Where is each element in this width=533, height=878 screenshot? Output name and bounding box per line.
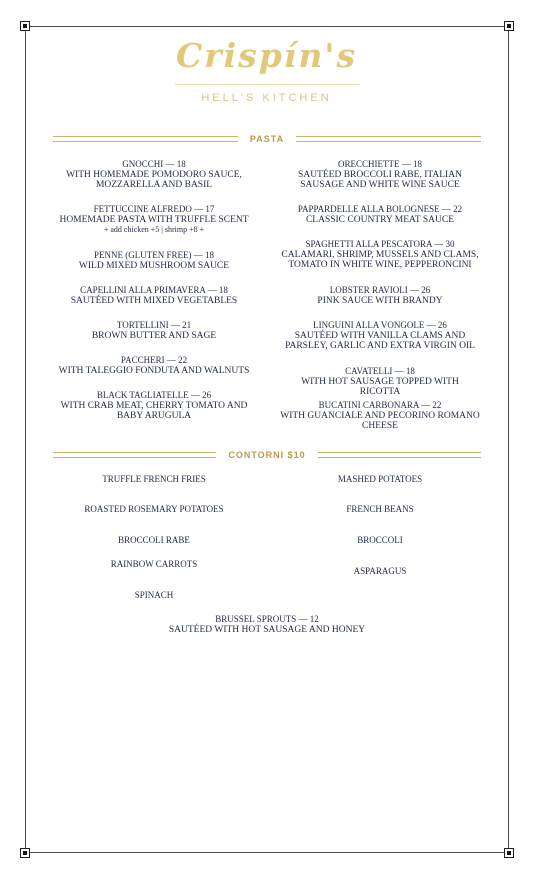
section-rule [53, 136, 238, 142]
section-rule [318, 452, 481, 458]
menu-item [280, 239, 480, 271]
menu-item [55, 320, 253, 341]
item-name: BRUSSEL SPROUTS — 12 [215, 614, 319, 624]
item-name: CAPELLINI ALLA PRIMAVERA — 18 [80, 285, 228, 295]
menu-item [55, 250, 253, 271]
menu-item [280, 400, 480, 432]
item-description: WITH HOT SAUSAGE TOPPED WITH RICOTTA [301, 376, 459, 397]
menu-item [55, 355, 253, 376]
item-description: WITH TALEGGIO FONDUTA AND WALNUTS [58, 365, 250, 376]
section-rule [296, 136, 481, 142]
item-description: BROWN BUTTER AND SAGE [91, 330, 217, 341]
corner-marker [20, 21, 30, 31]
item-name: GNOCCHI — 18 [122, 159, 186, 169]
restaurant-tagline: HELL'S KITCHEN [201, 92, 332, 104]
section-rule [53, 452, 216, 458]
item-description: CALAMARI, SHRIMP, MUSSELS AND CLAMS, TOMATO IN WHITE WINE, PEPPERONCINI [281, 249, 479, 270]
item-description: WITH GUANCIALE AND PECORINO ROMANO CHEESE [280, 410, 480, 431]
item-description: SAUTÉED WITH MIXED VEGETABLES [70, 295, 238, 306]
side-item: FRENCH BEANS [346, 504, 414, 514]
corner-marker [504, 21, 514, 31]
item-name: PAPPARDELLE ALLA BOLOGNESE — 22 [297, 204, 463, 214]
item-name: SPAGHETTI ALLA PESCATORA — 30 [305, 239, 455, 249]
side-item: BROCCOLI [357, 535, 403, 545]
side-item: ROASTED ROSEMARY POTATOES [84, 504, 224, 514]
menu-item [55, 159, 253, 191]
item-name: LINGUINI ALLA VONGOLE — 26 [313, 320, 447, 330]
corner-marker [20, 848, 30, 858]
side-item: SPINACH [134, 590, 174, 600]
menu-item [55, 390, 253, 422]
item-name: TORTELLINI — 21 [116, 320, 192, 330]
pasta-section-header [53, 134, 481, 144]
menu-item [280, 159, 480, 191]
side-item: ASPARAGUS [353, 566, 407, 576]
item-name: CAVATELLI — 18 [345, 366, 415, 376]
item-description: CLASSIC COUNTRY MEAT SAUCE [305, 214, 455, 225]
side-item: MASHED POTATOES [337, 474, 423, 484]
item-description: PINK SAUCE WITH BRANDY [317, 295, 443, 306]
menu-item [280, 366, 480, 398]
menu-border [25, 26, 509, 853]
menu-item-special [120, 614, 414, 635]
side-item: TRUFFLE FRENCH FRIES [102, 474, 206, 484]
item-description: SAUTÉED WITH HOT SAUSAGE AND HONEY [168, 624, 366, 635]
item-name: BUCATINI CARBONARA — 22 [318, 400, 442, 410]
menu-item [55, 204, 253, 236]
item-name: PENNE (GLUTEN FREE) — 18 [94, 250, 214, 260]
item-name: PACCHERI — 22 [120, 355, 188, 365]
item-addon-note: + add chicken +5 | shrimp +8 + [103, 225, 205, 234]
corner-marker [504, 848, 514, 858]
item-description: SAUTÉED BROCCOLI RABE, ITALIAN SAUSAGE AND WHITE WINE SAUCE [298, 169, 462, 190]
item-description: WITH HOMEMADE POMODORO SAUCE, MOZZARELLA AND BASIL [66, 169, 242, 190]
item-name: BLACK TAGLIATELLE — 26 [96, 390, 212, 400]
side-item: RAINBOW CARROTS [110, 559, 198, 569]
item-description: WITH CRAB MEAT, CHERRY TOMATO AND BABY ARUGULA [60, 400, 248, 421]
contorni-section-header [53, 450, 481, 460]
item-name: ORECCHIETTE — 18 [338, 159, 422, 169]
item-description: WILD MIXED MUSHROOM SAUCE [78, 260, 230, 271]
logo-divider [175, 84, 360, 85]
side-item: BROCCOLI RABE [118, 535, 190, 545]
menu-item [55, 285, 253, 306]
pasta-section-title: PASTA [249, 134, 285, 144]
item-description: HOMEMADE PASTA WITH TRUFFLE SCENT [59, 214, 249, 225]
restaurant-logo: Crispín's [175, 36, 358, 75]
item-description: SAUTÉED WITH VANILLA CLAMS AND PARSLEY, GARLIC AND EXTRA VIRGIN OIL [285, 330, 475, 351]
item-name: FETTUCCINE ALFREDO — 17 [93, 204, 215, 214]
item-name: LOBSTER RAVIOLI — 26 [329, 285, 431, 295]
menu-item [280, 320, 480, 352]
menu-item [280, 204, 480, 225]
menu-item [280, 285, 480, 306]
contorni-section-title: CONTORNI $10 [228, 450, 306, 460]
